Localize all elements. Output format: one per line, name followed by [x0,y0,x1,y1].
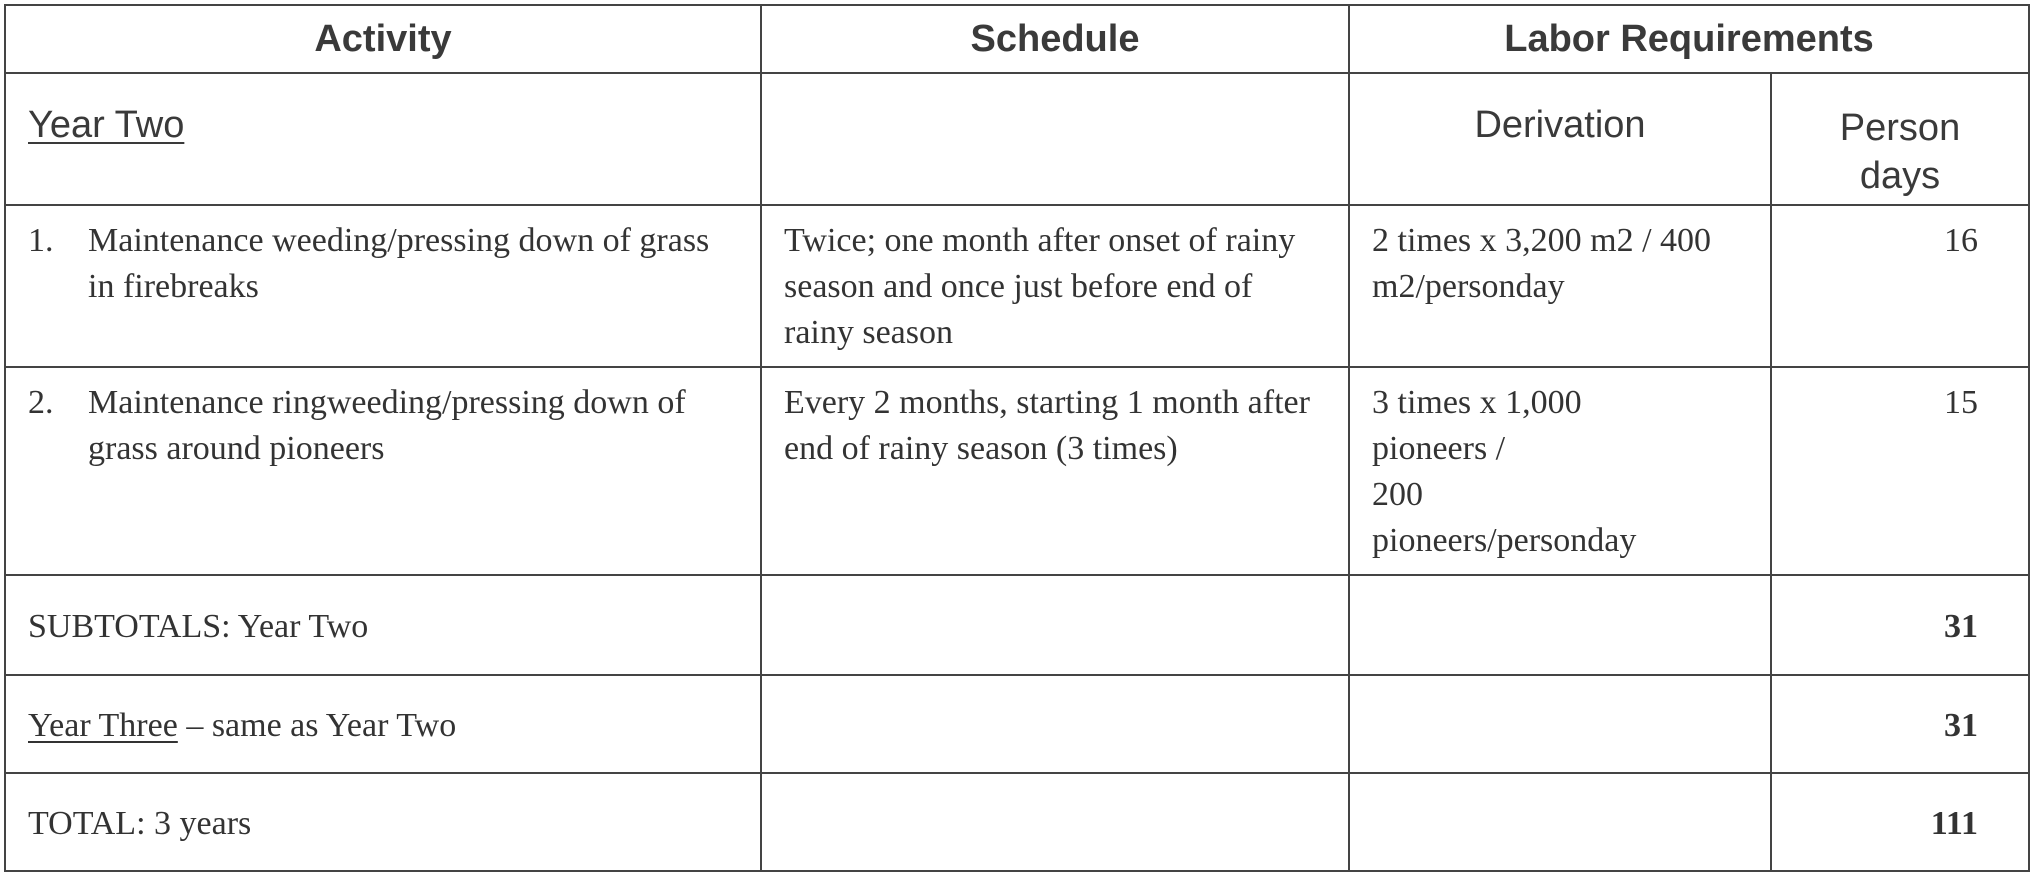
activity-text: Maintenance weeding/pressing down of grass in firebreaks [88,222,710,305]
activity-header: Activity [5,5,761,73]
derivation-text: 2 times x 3,200 m2 / 400 m2/personday [1349,205,1771,367]
total-value: 111 [1771,773,2029,871]
year-three-row [5,675,2029,773]
schedule-header: Schedule [761,5,1349,73]
activity-item [28,218,738,310]
schedule-text: Every 2 months, starting 1 month after end of rainy season (3 times) [761,367,1349,575]
schedule-text: Twice; one month after onset of rainy season and once just before end of rainy season [761,205,1349,367]
labor-requirements-table [4,4,2030,872]
table-row [5,367,2029,575]
total-row [5,773,2029,871]
header-row [5,5,2029,73]
subtotal-label: SUBTOTALS: Year Two [5,575,761,675]
activity-text: Maintenance ringweeding/pressing down of grass around pioneers [88,384,686,467]
person-days-header: Person days [1771,73,2029,205]
total-label: TOTAL: 3 years [5,773,761,871]
subheader-empty-cell [761,73,1349,205]
subtotal-row [5,575,2029,675]
derivation-header: Derivation [1349,73,1771,205]
year-three-value: 31 [1771,675,2029,773]
person-days-value: 16 [1771,205,2029,367]
year-three-label: Year Three – same as Year Two [5,675,761,773]
year-two-heading: Year Two [28,104,185,146]
derivation-text: 3 times x 1,000 pioneers / 200 pioneers/personday [1349,367,1771,575]
subheader-row [5,73,2029,205]
activity-item [28,380,738,472]
table-row [5,205,2029,367]
labor-requirements-header: Labor Requirements [1349,5,2029,73]
item-number: 1. [28,222,54,259]
item-number: 2. [28,384,54,421]
person-days-value: 15 [1771,367,2029,575]
subtotal-value: 31 [1771,575,2029,675]
